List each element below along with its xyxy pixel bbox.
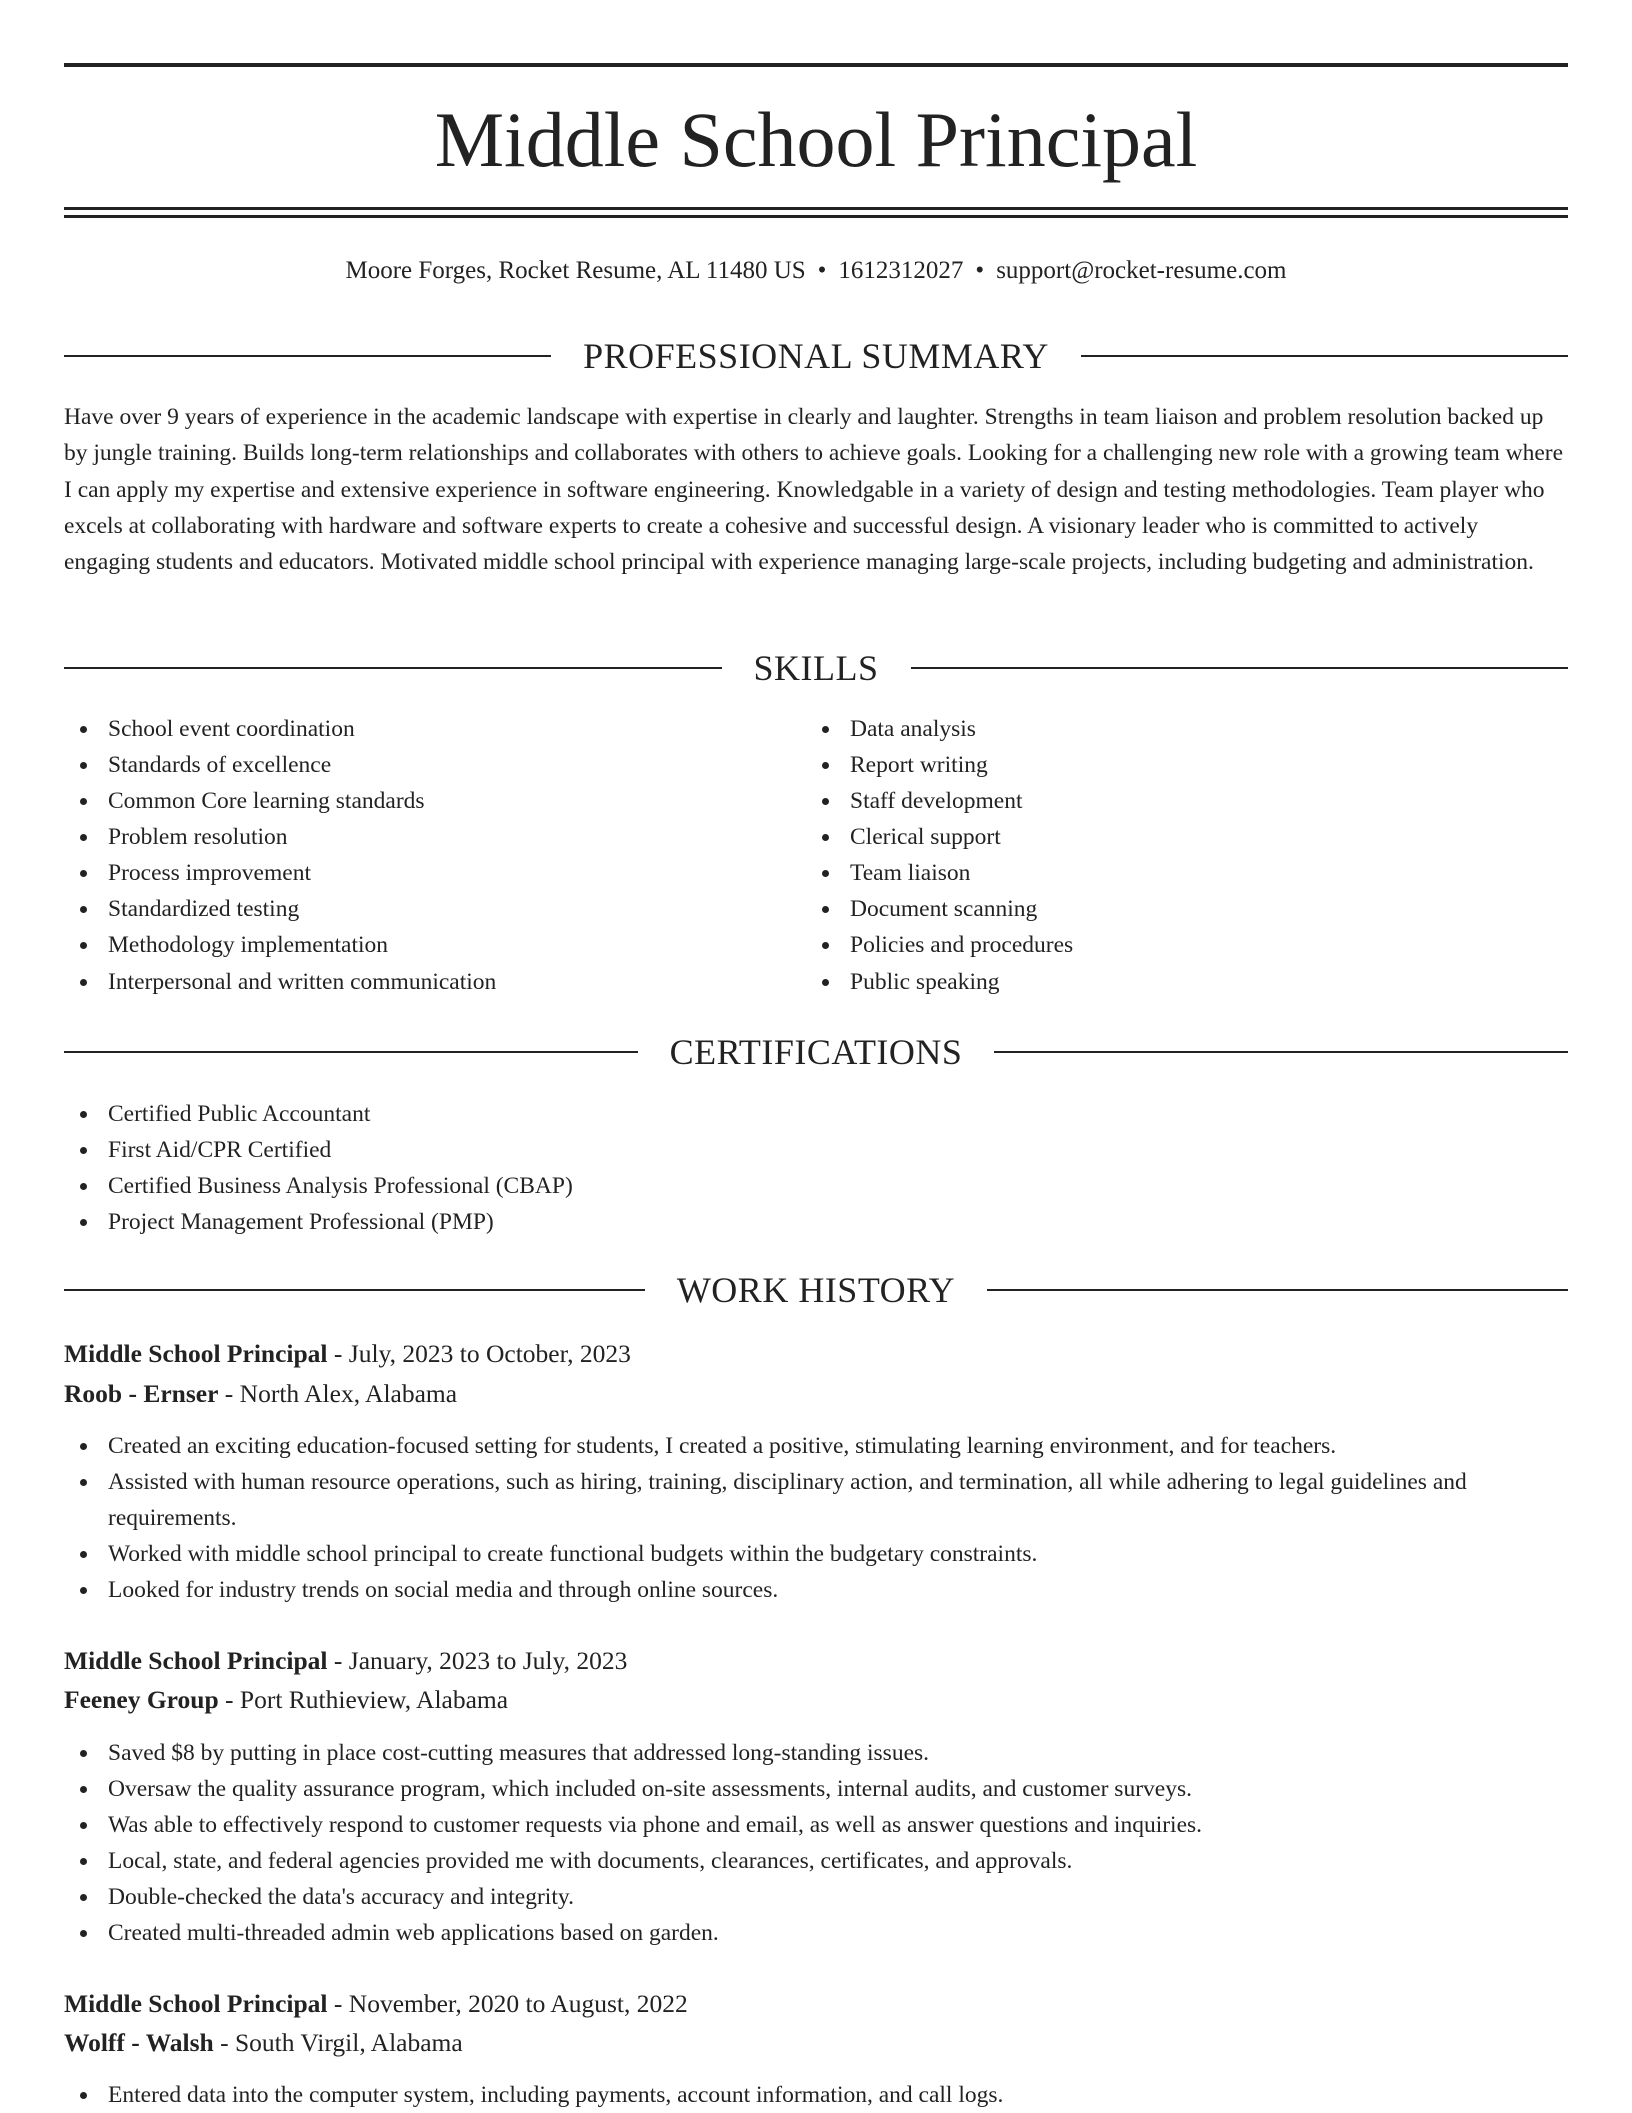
job-title: Middle School Principal (64, 1646, 328, 1675)
job-location: - North Alex, Alabama (224, 1379, 458, 1408)
certifications-heading (64, 1030, 1568, 1074)
job-title: Middle School Principal (64, 1339, 328, 1368)
certification-item: Project Management Professional (PMP) (64, 1204, 1568, 1240)
job-bullets (64, 1735, 1568, 1951)
contact-line (64, 254, 1568, 288)
skills-left-column (64, 711, 804, 1000)
heading-rule-left (64, 1289, 645, 1291)
heading-rule-right (1081, 355, 1568, 357)
certifications-list (64, 1096, 1568, 1240)
job-bullet: Saved $8 by putting in place cost-cutting measures that addressed long-standing issues. (64, 1735, 1568, 1771)
job-title: Middle School Principal (64, 1989, 328, 2018)
skill-item: Team liaison (806, 855, 1568, 891)
resume-title: Middle School Principal (434, 96, 1198, 183)
skill-item: Report writing (806, 747, 1568, 783)
job-bullet: Created multi-threaded admin web applications based on garden. (64, 1915, 1568, 1951)
certification-item: Certified Business Analysis Professional (CBAP) (64, 1168, 1568, 1204)
heading-rule-left (64, 1051, 638, 1053)
job-company-line (64, 1680, 1568, 1720)
certification-item: First Aid/CPR Certified (64, 1132, 1568, 1168)
skill-item: Process improvement (64, 855, 804, 891)
contact-email: support@rocket-resume.com (996, 257, 1287, 284)
skills-heading (64, 646, 1568, 690)
job-bullets-block (64, 2077, 1568, 2113)
job-bullets (64, 2077, 1568, 2113)
skill-item: Policies and procedures (806, 927, 1568, 963)
contact-address: Moore Forges, Rocket Resume, AL 11480 US (345, 257, 806, 284)
skill-item: Data analysis (806, 711, 1568, 747)
job-bullets (64, 1428, 1568, 1608)
skill-item: Interpersonal and written communication (64, 964, 804, 1000)
heading-rule-right (911, 667, 1569, 669)
heading-rule-left (64, 355, 551, 357)
work-history-heading-label: WORK HISTORY (676, 1270, 956, 1310)
heading-rule-right (994, 1051, 1568, 1053)
skills-list-left (64, 711, 804, 1000)
contact-separator: • (975, 257, 985, 284)
contact-separator: • (817, 257, 827, 284)
skill-item: Standardized testing (64, 891, 804, 927)
skill-item: Document scanning (806, 891, 1568, 927)
work-history-heading (64, 1268, 1568, 1312)
summary-text: Have over 9 years of experience in the academic landscape with expertise in clearly and laughter. Strengths in team liaison and problem resolution backed up by jungle training. Builds long-term relationships and collaborates with others to achieve goals. Looking for a challenging new role with a growing team where I can apply my expertise and extensive experience in software engineering. Knowledgable in a variety of design and testing methodologies. Team player who excels at collaborating with hardware and software experts to create a cohesive and successful design. A visionary leader who is committed to actively engaging students and educators. Motivated middle school principal with experience managing large-scale projects, including budgeting and administration. (64, 404, 1564, 576)
job-company-line (64, 2023, 1568, 2063)
contact-phone: 1612312027 (838, 257, 964, 284)
job-dates: - January, 2023 to July, 2023 (333, 1646, 628, 1675)
job-bullet: Local, state, and federal agencies provided me with documents, clearances, certificates, and approvals. (64, 1843, 1568, 1879)
job-title-line (64, 1334, 1568, 1374)
summary-heading (64, 334, 1568, 378)
job-title-line (64, 1641, 1568, 1681)
skill-item: Staff development (806, 783, 1568, 819)
skills-heading-label: SKILLS (753, 648, 879, 688)
job-company-line (64, 1374, 1568, 1414)
job-bullet: Worked with middle school principal to create functional budgets within the budgetary constraints. (64, 1536, 1568, 1572)
certification-item: Certified Public Accountant (64, 1096, 1568, 1132)
job-location: - Port Ruthieview, Alabama (225, 1685, 509, 1714)
job-bullet: Looked for industry trends on social media and through online sources. (64, 1572, 1568, 1608)
job-bullet: Created an exciting education-focused setting for students, I created a positive, stimulating learning environment, and for teachers. (64, 1428, 1568, 1464)
skill-item: Problem resolution (64, 819, 804, 855)
job-bullets-block (64, 1428, 1568, 1608)
skill-item: Standards of excellence (64, 747, 804, 783)
job-bullet: Assisted with human resource operations, such as hiring, training, disciplinary action, and termination, all while adhering to legal guidelines and requirements. (64, 1464, 1568, 1536)
skill-item: School event coordination (64, 711, 804, 747)
job-title-line (64, 1984, 1568, 2024)
job-location: - South Virgil, Alabama (220, 2028, 463, 2057)
skills-list-right (806, 711, 1568, 1000)
job-bullets-block (64, 1735, 1568, 1951)
title-rule-upper (64, 207, 1568, 210)
job-dates: - November, 2020 to August, 2022 (333, 1989, 688, 2018)
heading-rule-left (64, 667, 722, 669)
job-company: Roob - Ernser (64, 1379, 219, 1408)
skill-item: Common Core learning standards (64, 783, 804, 819)
certifications-heading-label: CERTIFICATIONS (669, 1032, 963, 1072)
job-company: Wolff - Walsh (64, 2028, 214, 2057)
job-bullet: Oversaw the quality assurance program, which included on-site assessments, internal audits, and customer surveys. (64, 1771, 1568, 1807)
heading-rule-right (987, 1289, 1568, 1291)
job-bullet: Entered data into the computer system, including payments, account information, and call logs. (64, 2077, 1568, 2113)
skill-item: Public speaking (806, 964, 1568, 1000)
job-company: Feeney Group (64, 1685, 219, 1714)
job-dates: - July, 2023 to October, 2023 (333, 1339, 631, 1368)
job-bullet: Double-checked the data's accuracy and integrity. (64, 1879, 1568, 1915)
skill-item: Clerical support (806, 819, 1568, 855)
skills-right-column (806, 711, 1568, 1000)
summary-heading-label: PROFESSIONAL SUMMARY (583, 336, 1049, 376)
top-rule (64, 63, 1568, 67)
skill-item: Methodology implementation (64, 927, 804, 963)
title-rule-lower (64, 215, 1568, 218)
certifications-block (64, 1096, 1568, 1240)
job-bullet: Was able to effectively respond to customer requests via phone and email, as well as answer questions and inquiries. (64, 1807, 1568, 1843)
